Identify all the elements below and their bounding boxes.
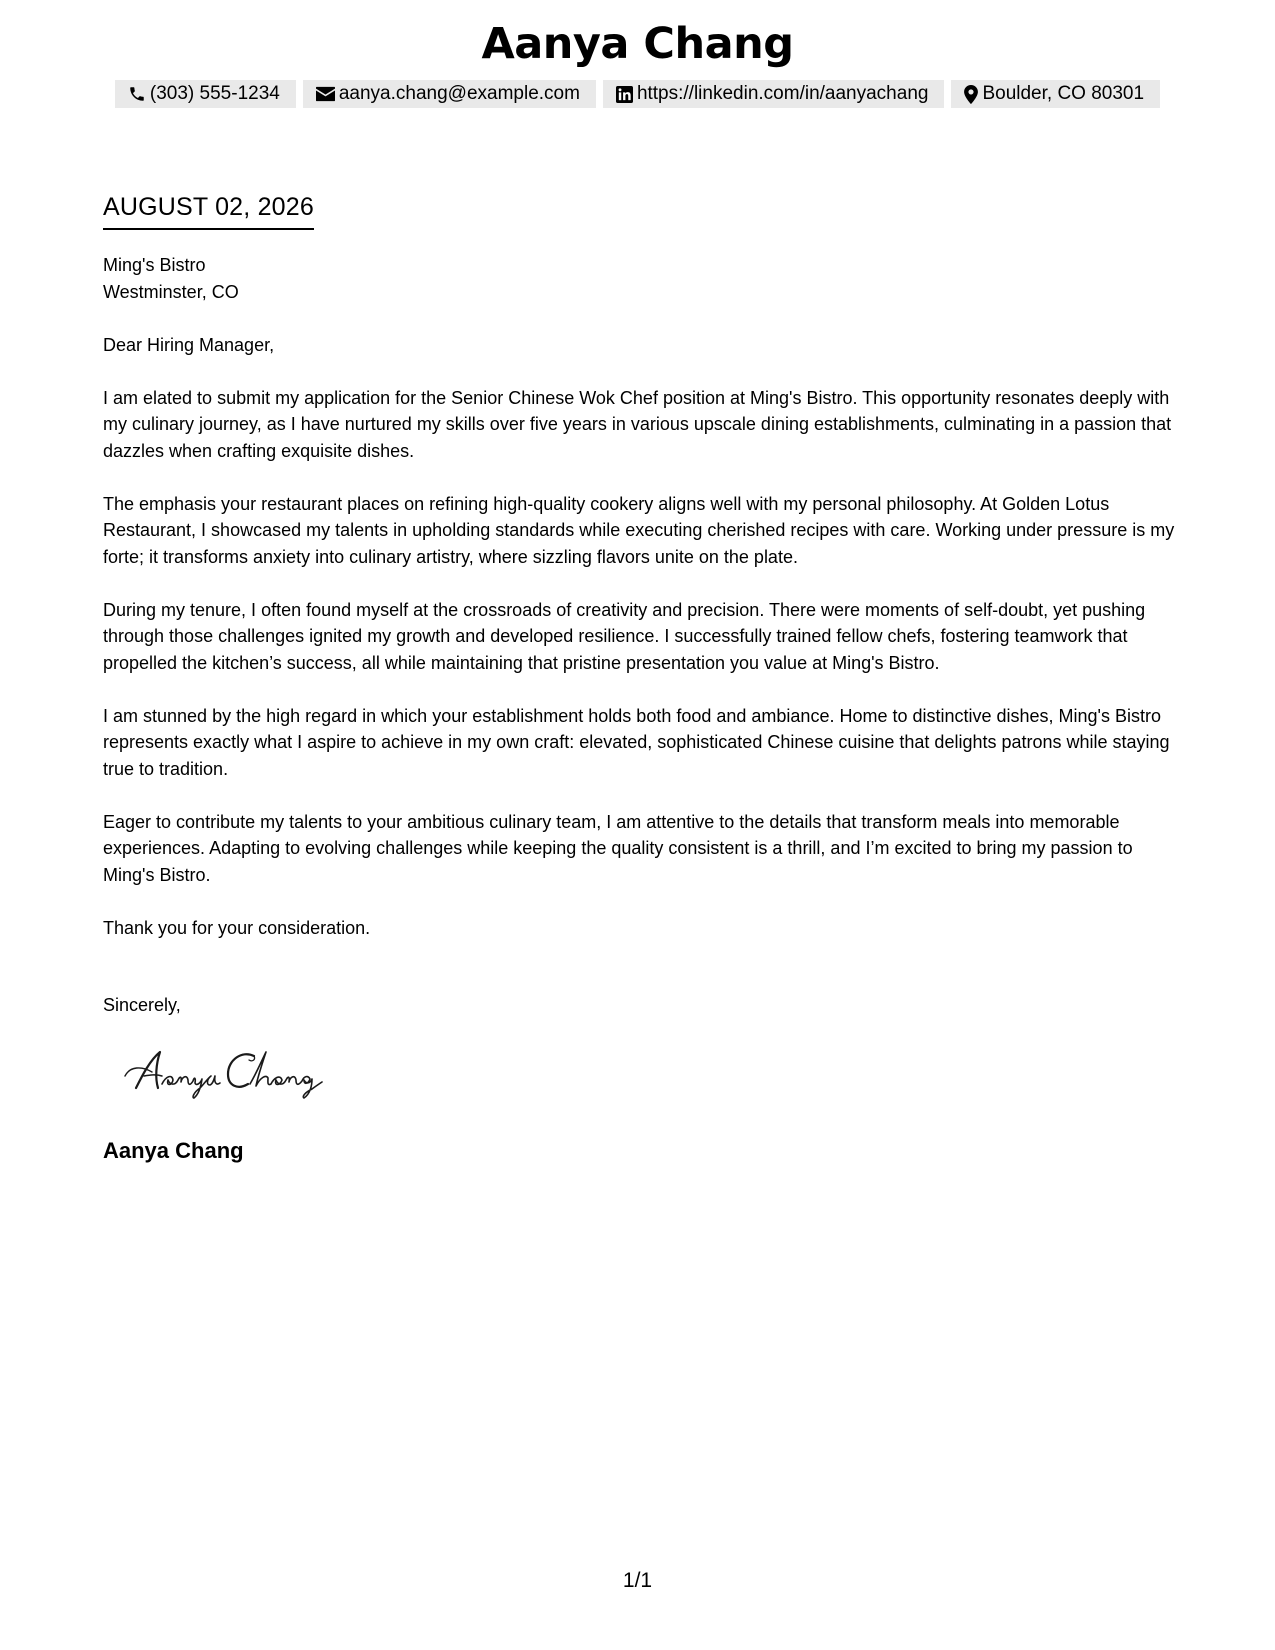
page-number: 1/1	[622, 1569, 653, 1592]
contact-linkedin	[603, 80, 945, 108]
linkedin-icon	[616, 86, 633, 103]
thank-you-line: Thank you for your consideration.	[103, 917, 371, 938]
handwritten-signature	[122, 1046, 352, 1100]
contact-location	[951, 80, 1160, 108]
applicant-name: Aanya Chang	[481, 19, 794, 69]
recipient-location: Westminster, CO	[103, 281, 239, 302]
contact-phone	[115, 80, 296, 108]
contact-bar	[0, 80, 1275, 108]
phone-number[interactable]: (303) 555-1234	[149, 83, 280, 104]
email-address[interactable]: aanya.chang@example.com	[338, 83, 580, 104]
body-paragraph: During my tenure, I often found myself at the crossroads of creativity and precision. There were moments of self-doubt, yet pushing through those challenges ignited my growth and developed resilience. I successfully trained fellow chefs, fostering teamwork that propelled the kitchen’s success, all while maintaining that pristine presentation you value at Ming's Bistro.	[103, 599, 1146, 673]
letter-body	[103, 252, 1183, 968]
recipient-block	[103, 252, 1183, 305]
phone-icon	[128, 85, 146, 103]
linkedin-url[interactable]: https://linkedin.com/in/aanyachang	[636, 83, 929, 104]
body-paragraph: The emphasis your restaurant places on refining high-quality cookery aligns well with my personal philosophy. At Golden Lotus Restaurant, I showcased my talents in upholding standards while executing cherished recipes with care. Working under pressure is my forte; it transforms anxiety into culinary artistry, where sizzling flavors unite on the plate.	[103, 493, 1175, 567]
recipient-company: Ming's Bistro	[103, 255, 206, 275]
location-text: Boulder, CO 80301	[982, 83, 1145, 104]
salutation: Dear Hiring Manager,	[103, 334, 275, 355]
body-paragraph: Eager to contribute my talents to your ambitious culinary team, I am attentive to the details that transform meals into memorable experiences. Adapting to evolving challenges while keeping the quality consistent is a thrill, and I’m excited to bring my passion to Ming's Bistro.	[103, 811, 1133, 885]
closing: Sincerely,	[103, 995, 181, 1015]
body-paragraph: I am elated to submit my application for the Senior Chinese Wok Chef position at Ming's Bistro. This opportunity resonates deeply with my culinary journey, as I have nurtured my skills over five years in various upscale dining establishments, culminating in a passion that dazzles when crafting exquisite dishes.	[103, 387, 1172, 461]
envelope-icon	[316, 86, 335, 102]
signer-name: Aanya Chang	[103, 1138, 244, 1163]
letter-date: AUGUST 02, 2026	[103, 193, 314, 230]
map-pin-icon	[964, 85, 978, 104]
body-paragraph: I am stunned by the high regard in which your establishment holds both food and ambiance. Home to distinctive dishes, Ming's Bistro represents exactly what I aspire to achieve in my own craft: elevated, sophisticated Chinese cuisine that delights patrons while staying true to tradition.	[103, 705, 1170, 779]
contact-email	[303, 80, 596, 108]
